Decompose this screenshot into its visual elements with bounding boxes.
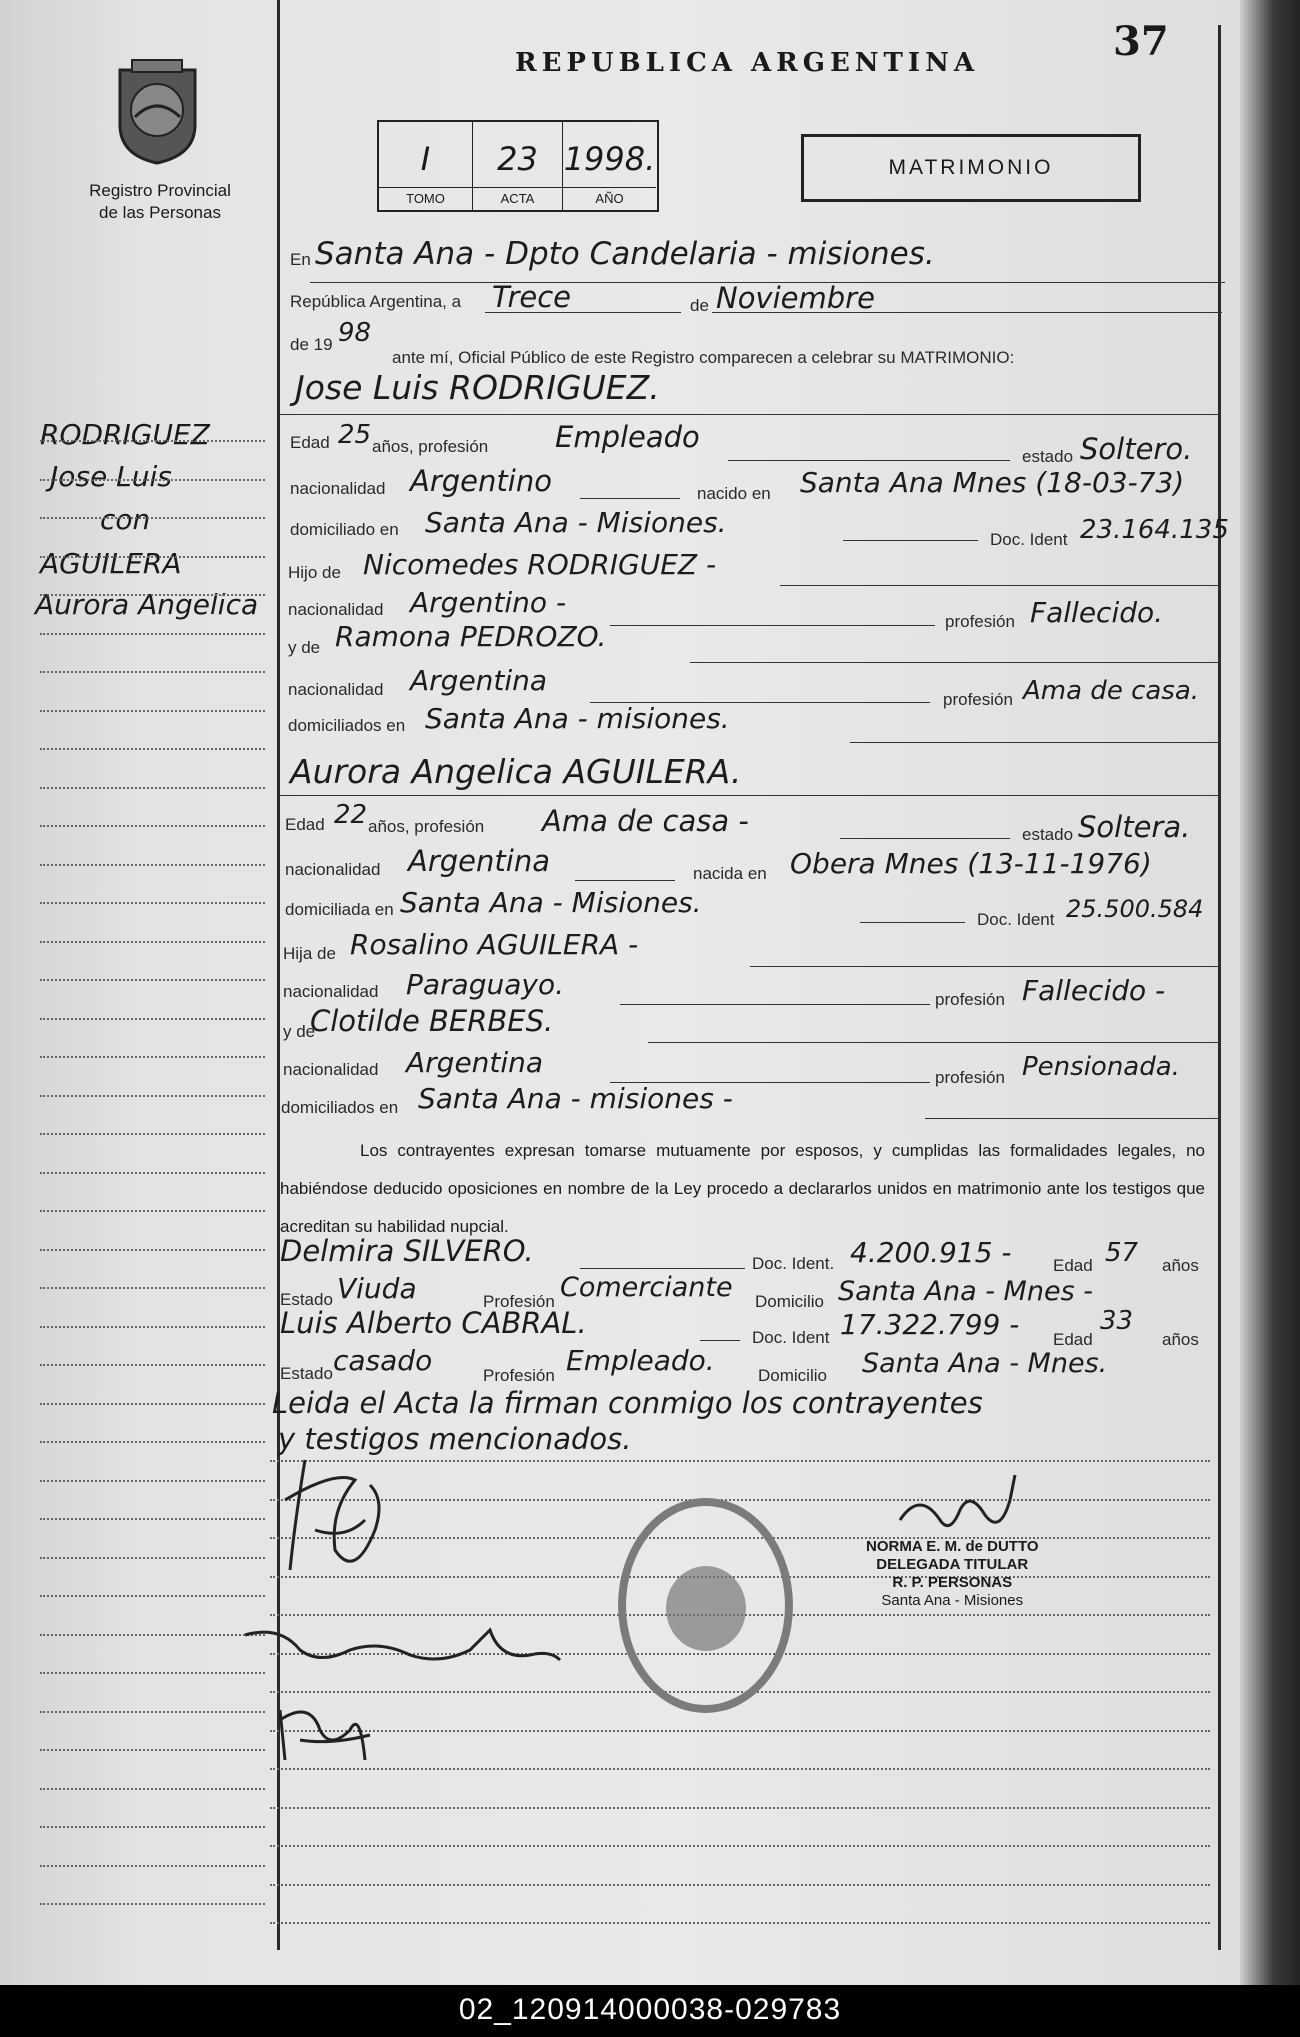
bride-doc: 25.500.584 — [1066, 895, 1204, 923]
intro-sentence: ante mí, Oficial Público de este Registro comparecen a celebrar su MATRIMONIO: — [392, 348, 1015, 367]
margin-rule-line — [40, 1364, 265, 1366]
bride-parents-dom-label: domiciliados en — [281, 1098, 399, 1117]
margin-bride-surname: AGUILERA — [40, 547, 182, 580]
witness2-dom-label: Domicilio — [758, 1366, 827, 1385]
margin-rule-line — [40, 902, 265, 904]
witness2-domicilio: Santa Ana - Mnes. — [862, 1348, 1108, 1379]
margin-rule-line — [40, 748, 265, 750]
witness2-prof-label: Profesión — [483, 1366, 555, 1385]
tomo-acta-anio-box — [377, 120, 659, 212]
witness2-estado-label: Estado — [280, 1364, 333, 1383]
margin-rule-line — [40, 1287, 265, 1289]
witness1-name: Delmira SILVERO. — [280, 1234, 534, 1268]
groom-doc: 23.164.135 — [1080, 515, 1229, 545]
margin-rule-line — [40, 1480, 265, 1482]
groom-nacionalidad: Argentino — [410, 464, 552, 498]
bride-doc-label: Doc. Ident — [977, 910, 1055, 929]
bride-nacida: Obera Mnes (13-11-1976) — [790, 847, 1152, 880]
margin-rule-line — [40, 710, 265, 712]
bride-mother-nac-label: nacionalidad — [283, 1060, 379, 1079]
bride-estado: Soltera. — [1078, 810, 1191, 844]
page-number: 37 — [1113, 18, 1169, 65]
provincial-seal-logo — [110, 55, 205, 165]
witness2-doc: 17.322.799 - — [840, 1308, 1020, 1341]
year-prefix: de 19 — [290, 335, 333, 354]
witness1-prof-label: Profesión — [483, 1292, 555, 1311]
groom-estado: Soltero. — [1080, 432, 1193, 466]
groom-domicilio: Santa Ana - Misiones. — [425, 506, 727, 539]
closing-line-1: Leida el Acta la firman conmigo los contrayentes — [272, 1386, 983, 1420]
acta-label: ACTA — [473, 187, 562, 206]
country-title: REPUBLICA ARGENTINA — [515, 48, 980, 78]
witness1-edad-label: Edad — [1053, 1256, 1093, 1275]
de-label: de — [690, 296, 709, 315]
witness1-estado: Viuda — [337, 1272, 417, 1305]
bride-dom-label: domiciliada en — [285, 900, 394, 919]
bride-father-label: Hija de — [283, 944, 336, 963]
act-type-box: MATRIMONIO — [801, 134, 1141, 202]
witness1-edad: 57 — [1105, 1238, 1139, 1268]
groom-nacido-label: nacido en — [697, 484, 771, 503]
groom-nac-label: nacionalidad — [290, 479, 386, 498]
bride-nac-label: nacionalidad — [285, 860, 381, 879]
groom-parents-dom: Santa Ana - misiones. — [425, 702, 730, 735]
margin-rule-line — [40, 1133, 265, 1135]
official-stamp: NORMA E. M. de DUTTO DELEGADA TITULAR R. P. PERSONAS Santa Ana - Misiones — [866, 1538, 1039, 1609]
margin-rule-line — [40, 440, 265, 442]
bride-father-nac: Paraguayo. — [406, 968, 564, 1001]
margin-rule-line — [40, 1672, 265, 1674]
file-id: 02_120914000038-029783 — [458, 1993, 842, 2026]
margin-rule-line — [40, 1056, 265, 1058]
margin-rule-line — [40, 671, 265, 673]
margin-groom-given: Jose Luis — [50, 460, 172, 493]
witness2-doc-label: Doc. Ident — [752, 1328, 830, 1347]
day-value: Trece — [492, 280, 572, 314]
margin-rule-line — [40, 979, 265, 981]
margin-rule-line — [40, 1441, 265, 1443]
month-value: Noviembre — [716, 281, 875, 315]
bride-mother-prof: Pensionada. — [1022, 1052, 1180, 1082]
bride-father: Rosalino AGUILERA - — [350, 928, 639, 961]
bride-edad-label: Edad — [285, 815, 325, 834]
declaration-text: Los contrayentes expresan tomarse mutuamente por esposos, y cumplidas las formalidades legales, no habiéndose deducido oposiciones en nombre de la Ley procedo a declararlos unidos en matrimonio ante los testigos que acreditan su habilidad nupcial. — [280, 1141, 1205, 1236]
witness1-doc: 4.200.915 - — [850, 1236, 1012, 1269]
margin-rule-line — [40, 1557, 265, 1559]
margin-rule-line — [40, 1210, 265, 1212]
place-value: Santa Ana - Dpto Candelaria - misiones. — [315, 236, 935, 272]
margin-con: con — [100, 503, 151, 536]
margin-rule-line — [40, 941, 265, 943]
witness2-estado: casado — [333, 1344, 433, 1377]
groom-mother-prof-label: profesión — [943, 690, 1013, 709]
groom-mother-nac-label: nacionalidad — [288, 680, 384, 699]
margin-rule-line — [40, 1249, 265, 1251]
groom-father: Nicomedes RODRIGUEZ - — [363, 548, 717, 581]
bride-edad: 22 — [334, 800, 368, 830]
year-suffix: 98 — [338, 318, 372, 348]
anio-value: 1998. — [563, 140, 656, 178]
en-label: En — [290, 250, 311, 269]
groom-profesion: Empleado — [555, 420, 700, 454]
bride-mother: Clotilde BERBES. — [310, 1004, 554, 1038]
groom-mother-label: y de — [288, 638, 321, 657]
groom-mother: Ramona PEDROZO. — [335, 620, 607, 653]
tomo-cell — [379, 122, 473, 210]
groom-nacido: Santa Ana Mnes (18-03-73) — [800, 466, 1185, 499]
bride-estado-label: estado — [1022, 825, 1074, 844]
registry-name: Registro Provincial de las Personas — [89, 181, 231, 222]
bride-nacida-label: nacida en — [693, 864, 767, 883]
margin-rule-line — [40, 1095, 265, 1097]
groom-father-nac-label: nacionalidad — [288, 600, 384, 619]
margin-rule-line — [40, 825, 265, 827]
margin-rule-line — [40, 1788, 265, 1790]
anio-label: AÑO — [563, 187, 656, 206]
body-rule-line — [270, 1768, 1210, 1770]
tomo-value: I — [420, 140, 431, 178]
right-border — [1218, 25, 1221, 1950]
bride-profesion: Ama de casa - — [542, 804, 749, 838]
bride-mother-nac: Argentina — [406, 1046, 544, 1079]
groom-edad: 25 — [338, 420, 372, 450]
witness1-profesion: Comerciante — [560, 1272, 733, 1303]
margin-groom-surname: RODRIGUEZ — [40, 418, 210, 451]
margin-rule-line — [40, 556, 265, 558]
margin-rule-line — [40, 1711, 265, 1713]
bride-mother-label: y de — [283, 1022, 316, 1041]
groom-mother-nac: Argentina — [410, 664, 548, 697]
bride-father-prof: Fallecido - — [1022, 974, 1166, 1007]
witness2-edad: 33 — [1100, 1306, 1134, 1336]
groom-father-nac: Argentino - — [410, 586, 567, 619]
margin-rule-line — [40, 1403, 265, 1405]
margin-rule-line — [40, 479, 265, 481]
body-rule-line — [270, 1730, 1210, 1732]
margin-rule-line — [40, 1326, 265, 1328]
groom-father-label: Hijo de — [288, 563, 341, 582]
bride-mother-prof-label: profesión — [935, 1068, 1005, 1087]
witness1-domicilio: Santa Ana - Mnes - — [838, 1276, 1093, 1307]
margin-rule-line — [40, 787, 265, 789]
witness1-doc-label: Doc. Ident. — [752, 1254, 835, 1273]
witness2-anos: años — [1162, 1330, 1199, 1349]
groom-anos-profesion: años, profesión — [372, 437, 489, 456]
groom-dom-label: domiciliado en — [290, 520, 399, 539]
file-id-bar — [0, 1985, 1300, 2037]
bride-father-prof-label: profesión — [935, 990, 1005, 1009]
witness2-edad-label: Edad — [1053, 1330, 1093, 1349]
witness-signature — [270, 1690, 380, 1770]
groom-name: Jose Luis RODRIGUEZ. — [295, 368, 660, 407]
witness1-estado-label: Estado — [280, 1290, 333, 1309]
groom-doc-label: Doc. Ident — [990, 530, 1068, 549]
margin-rule-line — [40, 1172, 265, 1174]
body-rule-line — [270, 1922, 1210, 1924]
page-edge — [1240, 0, 1300, 1985]
anio-cell — [563, 122, 656, 210]
groom-signature — [275, 1440, 415, 1590]
closing-line-2: y testigos mencionados. — [278, 1422, 632, 1456]
groom-mother-prof: Ama de casa. — [1023, 676, 1200, 706]
bride-domicilio: Santa Ana - Misiones. — [400, 886, 702, 919]
groom-father-prof-label: profesión — [945, 612, 1015, 631]
margin-rule-line — [40, 864, 265, 866]
margin-rule-line — [40, 1518, 265, 1520]
margin-rule-line — [40, 1865, 265, 1867]
margin-rule-line — [40, 633, 265, 635]
bride-name: Aurora Angelica AGUILERA. — [290, 752, 742, 791]
bride-nacionalidad: Argentina — [408, 844, 550, 878]
groom-estado-label: estado — [1022, 447, 1074, 466]
margin-rule-line — [40, 1749, 265, 1751]
acta-value: 23 — [497, 140, 538, 178]
acta-cell — [473, 122, 563, 210]
margin-rule-line — [40, 517, 265, 519]
margin-rule-line — [40, 1826, 265, 1828]
witness2-name: Luis Alberto CABRAL. — [280, 1306, 587, 1340]
witness2-profesion: Empleado. — [566, 1344, 715, 1377]
tomo-label: TOMO — [379, 187, 472, 206]
body-rule-line — [270, 1845, 1210, 1847]
body-rule-line — [270, 1807, 1210, 1809]
groom-father-prof: Fallecido. — [1030, 596, 1164, 629]
margin-rule-line — [40, 1903, 265, 1905]
witness1-anos: años — [1162, 1256, 1199, 1275]
margin-rule-line — [40, 1634, 265, 1636]
margin-rule-line — [40, 594, 265, 596]
bride-father-nac-label: nacionalidad — [283, 982, 379, 1001]
margin-bride-given: Aurora Angelica — [35, 588, 259, 621]
body-rule-line — [270, 1884, 1210, 1886]
witness1-dom-label: Domicilio — [755, 1292, 824, 1311]
margin-rule-line — [40, 1595, 265, 1597]
bride-parents-dom: Santa Ana - misiones - — [418, 1082, 733, 1115]
groom-parents-dom-label: domiciliados en — [288, 716, 406, 735]
republica-label: República Argentina, a — [290, 292, 462, 311]
bride-anos-profesion: años, profesión — [368, 817, 485, 836]
official-seal — [618, 1498, 793, 1713]
margin-rule-line — [40, 1018, 265, 1020]
bride-signature — [240, 1620, 570, 1680]
groom-edad-label: Edad — [290, 433, 330, 452]
